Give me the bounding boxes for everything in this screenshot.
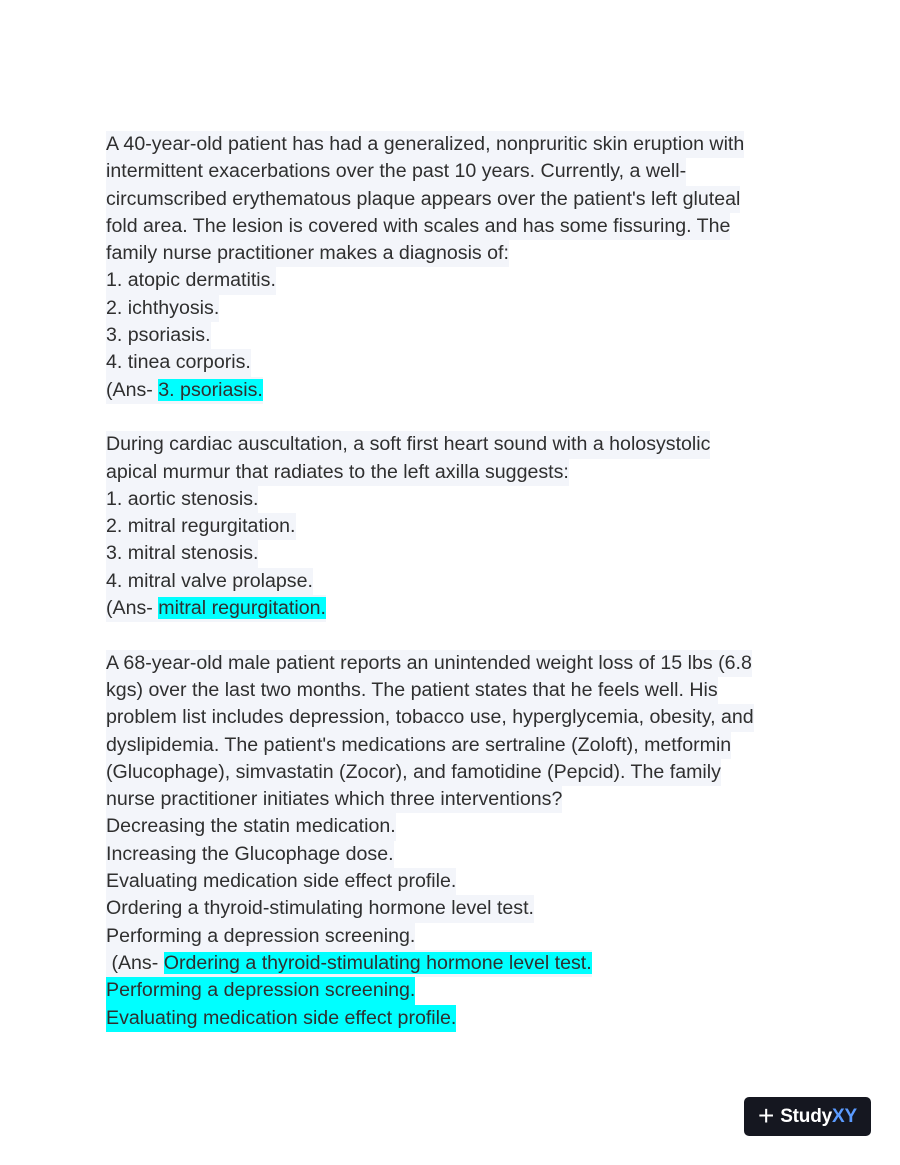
- question-3-stem-line: nurse practitioner initiates which three interventions?: [106, 786, 562, 813]
- answer-highlight-line: Performing a depression screening.: [106, 977, 415, 1004]
- question-1-option: 3. psoriasis.: [106, 322, 211, 349]
- answer-prefix: (Ans-: [106, 597, 159, 620]
- question-1-stem-line: fold area. The lesion is covered with scales and has some fissuring. The: [106, 213, 730, 240]
- logo-text-main: Study: [780, 1105, 832, 1127]
- logo-text-accent: XY: [831, 1105, 857, 1127]
- plus-icon: +: [758, 1099, 775, 1131]
- question-1-stem-line: A 40-year-old patient has had a generalized, nonpruritic skin eruption with: [106, 131, 744, 158]
- question-3-stem-line: dyslipidemia. The patient's medications are sertraline (Zoloft), metformin: [106, 732, 731, 759]
- answer-highlight: Ordering a thyroid-stimulating hormone level test.: [163, 951, 592, 974]
- answer-prefix: (Ans-: [106, 951, 164, 974]
- question-1-stem-line: intermittent exacerbations over the past 10 years. Currently, a well-: [106, 158, 686, 185]
- question-3-stem-line: A 68-year-old male patient reports an unintended weight loss of 15 lbs (6.8: [106, 650, 752, 677]
- studyxy-logo-badge[interactable]: [744, 1097, 871, 1136]
- question-3-option: Ordering a thyroid-stimulating hormone level test.: [106, 895, 534, 922]
- answer-highlight: mitral regurgitation.: [158, 597, 326, 620]
- question-3-stem-line: problem list includes depression, tobacco use, hyperglycemia, obesity, and: [106, 704, 754, 731]
- question-1-stem-line: circumscribed erythematous plaque appears over the patient's left gluteal: [106, 186, 740, 213]
- question-2-option: 4. mitral valve prolapse.: [106, 568, 313, 595]
- question-3-option: Performing a depression screening.: [106, 923, 415, 950]
- question-1-stem-line: family nurse practitioner makes a diagnosis of:: [106, 240, 509, 267]
- question-3-option: Evaluating medication side effect profile.: [106, 868, 456, 895]
- question-1-option: 1. atopic dermatitis.: [106, 267, 276, 294]
- answer-prefix: (Ans-: [106, 378, 159, 401]
- question-2-answer-line: [106, 595, 326, 622]
- question-2: [106, 431, 806, 622]
- question-2-stem-line: During cardiac auscultation, a soft first heart sound with a holosystolic: [106, 431, 710, 458]
- question-2-option: 3. mitral stenosis.: [106, 540, 258, 567]
- spacer: [106, 404, 806, 431]
- question-1-option: 4. tinea corporis.: [106, 349, 251, 376]
- question-3-option: Decreasing the statin medication.: [106, 813, 396, 840]
- question-1-answer-line: [106, 377, 263, 404]
- question-3-option: Increasing the Glucophage dose.: [106, 841, 394, 868]
- question-3-stem-line: kgs) over the last two months. The patient states that he feels well. His: [106, 677, 718, 704]
- spacer: [106, 622, 806, 649]
- answer-highlight-line: Evaluating medication side effect profile.: [106, 1005, 456, 1032]
- question-3: [106, 650, 806, 1032]
- question-3-stem-line: (Glucophage), simvastatin (Zocor), and famotidine (Pepcid). The family: [106, 759, 721, 786]
- question-3-answer-line: [106, 950, 592, 977]
- question-2-option: 2. mitral regurgitation.: [106, 513, 296, 540]
- question-1: [106, 131, 806, 404]
- question-2-option: 1. aortic stenosis.: [106, 486, 258, 513]
- answer-highlight: 3. psoriasis.: [158, 378, 263, 401]
- question-1-option: 2. ichthyosis.: [106, 295, 219, 322]
- document-body: [106, 131, 806, 1032]
- question-2-stem-line: apical murmur that radiates to the left axilla suggests:: [106, 459, 569, 486]
